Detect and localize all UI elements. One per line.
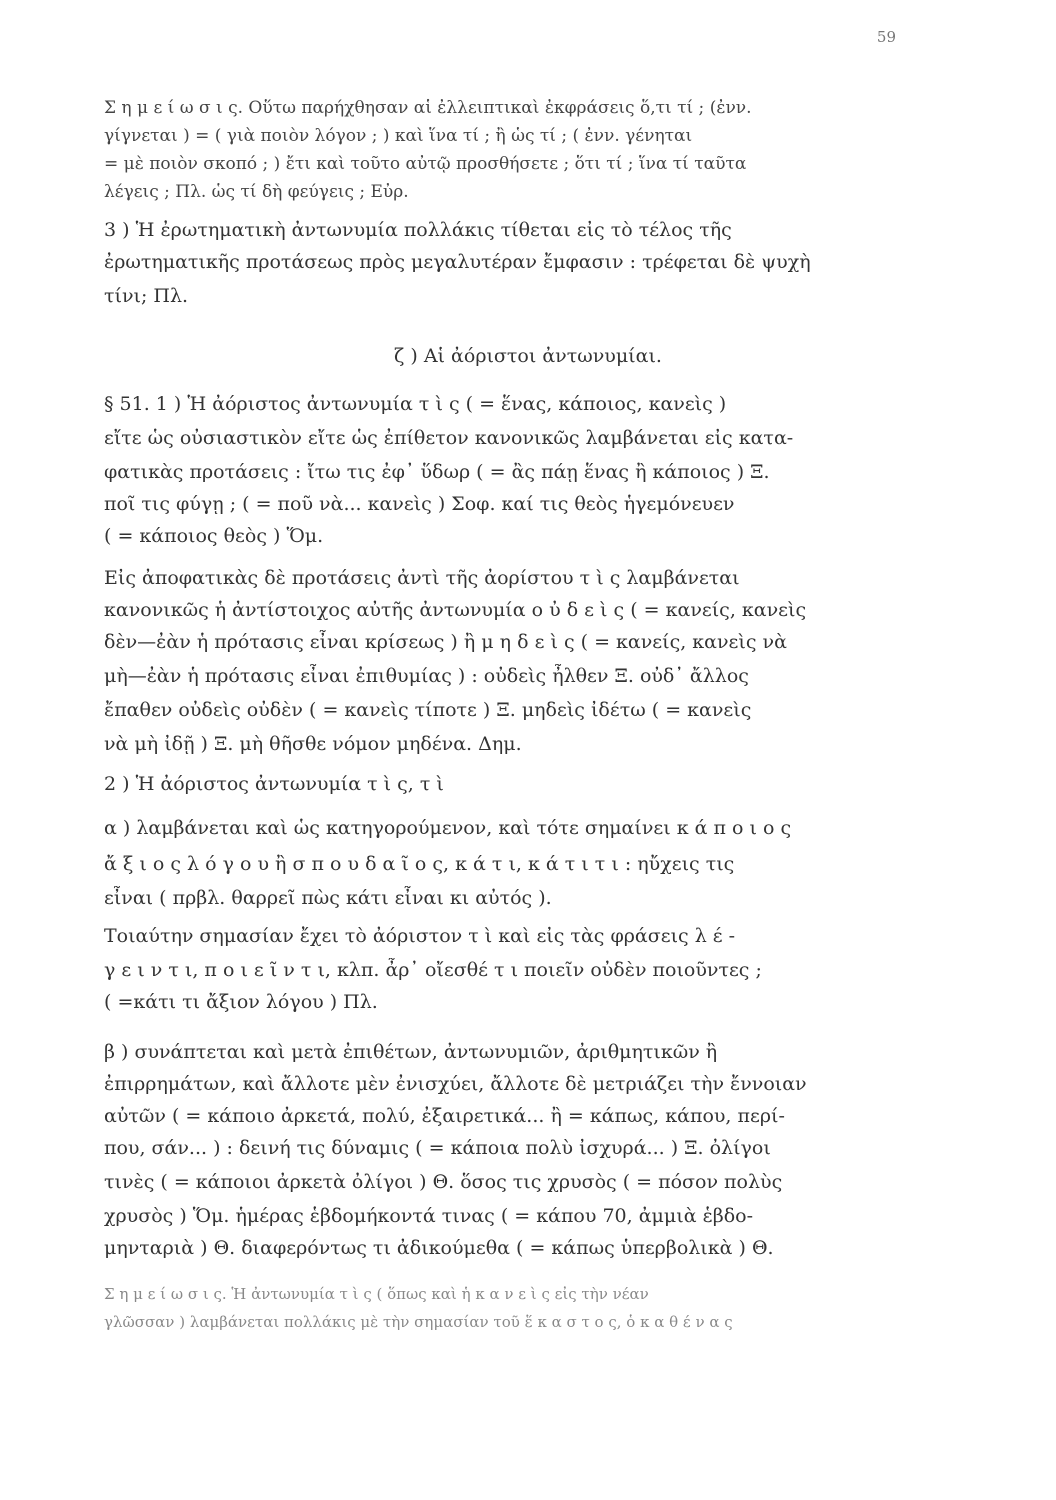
text-line: εἴτε ὡς οὐσιαστικὸν εἴτε ὡς ἐπίθετον κανονικῶς λαμβάνεται εἰς κατα- — [104, 427, 794, 449]
text-line: 3 ) Ἡ ἐρωτηματικὴ ἀντωνυμία πολλάκις τίθεται εἰς τὸ τέλος τῆς — [104, 219, 732, 241]
section-heading: ζ ) Αἱ ἀόριστοι ἀντωνυμίαι. — [394, 345, 662, 367]
text-line: γλῶσσαν ) λαμβάνεται πολλάκις μὲ τὴν σημασίαν τοῦ ἕ κ α σ τ ο ς, ὁ κ α θ έ ν α ς — [104, 1313, 733, 1331]
text-line: δὲν—ἐὰν ἡ πρότασις εἶναι κρίσεως ) ἢ μ η δ ε ὶ ς ( = κανείς, κανεὶς νὰ — [104, 631, 787, 653]
text-line: νὰ μὴ ἰδῇ ) Ξ. μὴ θῆσθε νόμον μηδένα. Δημ. — [104, 733, 522, 755]
text-line: Τοιαύτην σημασίαν ἔχει τὸ ἀόριστον τ ὶ καὶ εἰς τὰς φράσεις λ έ - — [104, 925, 736, 947]
text-line: γ ε ι ν τ ι, π ο ι ε ῖ ν τ ι, κλπ. ἆρ᾽ οἴεσθέ τ ι ποιεῖν οὐδὲν ποιοῦντες ; — [104, 959, 762, 981]
text-line: που, σάν... ) : δεινή τις δύναμις ( = κάποια πολὺ ἰσχυρά... ) Ξ. ὀλίγοι — [104, 1137, 771, 1159]
text-line: Σ η μ ε ί ω σ ι ς. Οὕτω παρήχθησαν αἱ ἐλλειπτικαὶ ἐκφράσεις ὅ,τι τί ; (ἐνν. — [104, 98, 752, 118]
text-line: 2 ) Ἡ ἀόριστος ἀντωνυμία τ ὶ ς, τ ὶ — [104, 773, 444, 795]
text-line: Σ η μ ε ί ω σ ι ς. Ἡ ἀντωνυμία τ ὶ ς ( ὅπως καὶ ἡ κ α ν ε ὶ ς εἰς τὴν νέαν — [104, 1285, 649, 1303]
text-line: τινὲς ( = κάποιοι ἀρκετὰ ὀλίγοι ) Θ. ὅσος τις χρυσὸς ( = πόσον πολὺς — [104, 1171, 783, 1193]
text-line: κανονικῶς ἡ ἀντίστοιχος αὐτῆς ἀντωνυμία ο ὐ δ ε ὶ ς ( = κανείς, κανεὶς — [104, 599, 807, 621]
text-line: αὐτῶν ( = κάποιο ἀρκετά, πολύ, ἐξαιρετικά... ἢ = κάπως, κάπου, περί- — [104, 1105, 785, 1127]
text-line: μὴ—ἐὰν ἡ πρότασις εἶναι ἐπιθυμίας ) : οὐδεὶς ἦλθεν Ξ. οὐδ᾽ ἄλλος — [104, 665, 749, 687]
text-line: ποῖ τις φύγῃ ; ( = ποῦ νὰ... κανεὶς ) Σοφ. καί τις θεὸς ἡγεμόνευεν — [104, 493, 735, 515]
text-line: ἐρωτηματικῆς προτάσεως πρὸς μεγαλυτέραν ἔμφασιν : τρέφεται δὲ ψυχὴ — [104, 251, 811, 273]
text-line: φατικὰς προτάσεις : ἴτω τις ἐφ᾽ ὕδωρ ( = ἂς πάῃ ἕνας ἢ κάποιος ) Ξ. — [104, 461, 770, 483]
text-line: λέγεις ; Πλ. ὡς τί δὴ φεύγεις ; Εὐρ. — [104, 182, 409, 202]
text-line: τίνι; Πλ. — [104, 285, 189, 307]
text-line: β ) συνάπτεται καὶ μετὰ ἐπιθέτων, ἀντωνυμιῶν, ἀριθμητικῶν ἢ — [104, 1041, 718, 1063]
text-line: § 51. 1 ) Ἡ ἀόριστος ἀντωνυμία τ ὶ ς ( = ἕνας, κάποιος, κανεὶς ) — [104, 393, 727, 415]
text-line: Εἰς ἀποφατικὰς δὲ προτάσεις ἀντὶ τῆς ἀορίστου τ ὶ ς λαμβάνεται — [104, 567, 740, 589]
text-line: μηνταριὰ ) Θ. διαφερόντως τι ἀδικούμεθα ( = κάπως ὑπερβολικὰ ) Θ. — [104, 1237, 774, 1259]
text-line: ( = κάποιος θεὸς ) Ὅμ. — [104, 525, 324, 547]
text-line: ἔπαθεν οὐδεὶς οὐδὲν ( = κανεὶς τίποτε ) Ξ. μηδεὶς ἰδέτω ( = κανεὶς — [104, 699, 752, 721]
text-line: = μὲ ποιὸν σκοπό ; ) ἔτι καὶ τοῦτο αὐτῷ προσθήσετε ; ὅτι τί ; ἵνα τί ταῦτα — [104, 154, 747, 174]
text-line: α ) λαμβάνεται καὶ ὡς κατηγορούμενον, καὶ τότε σημαίνει κ ά π ο ι ο ς — [104, 817, 792, 839]
text-line: ἐπιρρημάτων, καὶ ἄλλοτε μὲν ἐνισχύει, ἄλλοτε δὲ μετριάζει τὴν ἔννοιαν — [104, 1073, 807, 1095]
page-number: 59 — [876, 28, 896, 46]
text-line: χρυσὸς ) Ὅμ. ἡμέρας ἑβδομήκοντά τινας ( = κάπου 70, ἀμμιὰ ἑβδο- — [104, 1205, 754, 1227]
text-line: ἄ ξ ι ο ς λ ό γ ο υ ἢ σ π ο υ δ α ῖ ο ς, κ ά τ ι, κ ά τ ι τ ι : ηὔχεις τις — [104, 853, 735, 875]
text-line: ( =κάτι τι ἄξιον λόγου ) Πλ. — [104, 991, 378, 1013]
text-line: γίγνεται ) = ( γιὰ ποιὸν λόγον ; ) καὶ ἵνα τί ; ἢ ὡς τί ; ( ἐνν. γένηται — [104, 126, 693, 146]
text-line: εἶναι ( πρβλ. θαρρεῖ πὼς κάτι εἶναι κι αὐτός ). — [104, 887, 552, 909]
